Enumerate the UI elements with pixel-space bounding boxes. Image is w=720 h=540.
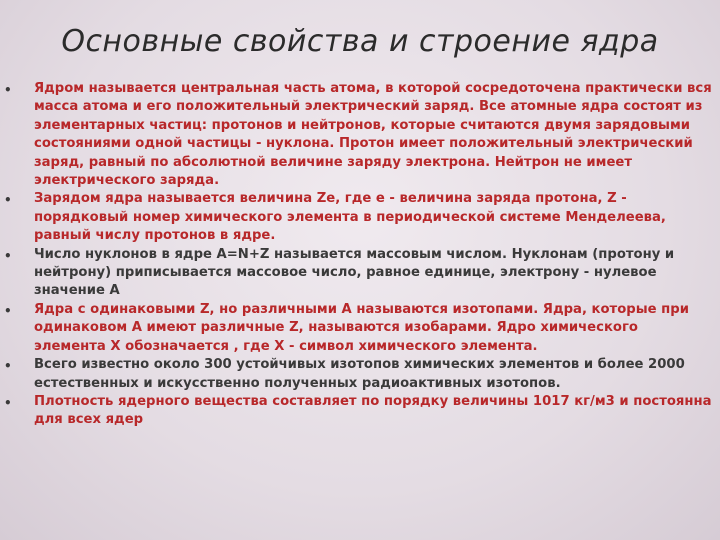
bullet-item-nuclear-density: • Плотность ядерного вещества составляет по порядку величины 1017 кг/м3 и постоянна для всех ядер <box>0 393 720 430</box>
slide-title: Основные свойства и строение ядра <box>61 24 659 59</box>
bullet-list <box>0 80 720 430</box>
bullet-item-mass-number: • Число нуклонов в ядре A=N+Z называется массовым числом. Нуклонам (протону и нейтрону) приписывается массовое число, равное единице, электрону - нулевое значение A <box>0 246 720 301</box>
bullet-item-nucleus-definition: • Ядром называется центральная часть атома, в которой сосредоточена практически вся масса атома и его положительный электрический заряд. Все атомные ядра состоят из элементарных частиц: протонов и нейтронов, которые считаются двумя зарядовыми состояниями одной частицы - нуклона. Протон имеет положительный электрический заряд, равный по абсолютной величине заряду электрона. Нейтрон не имеет электрического заряда. <box>0 80 720 190</box>
bullet-item-isotopes-isobars: • Ядра с одинаковыми Z, но различными A называются изотопами. Ядра, которые при одинаковом A имеют различные Z, называются изобарами. Ядро химического элемента X обозначается , где X - символ химического элемента. <box>0 301 720 356</box>
bullet-item-isotope-count: • Всего известно около 300 устойчивых изотопов химических элементов и более 2000 естественных и искусственно полученных радиоактивных изотопов. <box>0 356 720 393</box>
bullet-item-nuclear-charge: • Зарядом ядра называется величина Ze, где e - величина заряда протона, Z - порядковый номер химического элемента в периодической системе Менделеева, равный числу протонов в ядре. <box>0 190 720 245</box>
